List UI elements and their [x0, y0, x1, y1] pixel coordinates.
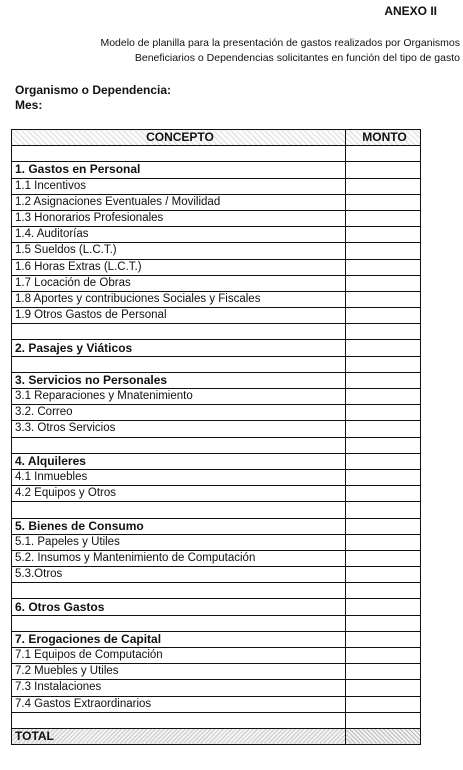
section-row-label: 3. Servicios no Personales	[12, 372, 346, 388]
item-row-amount[interactable]	[346, 389, 421, 405]
item-row	[12, 178, 421, 194]
header-spacer	[12, 146, 421, 162]
annex-label: ANEXO II	[384, 4, 437, 18]
table-header	[12, 130, 421, 146]
item-row-label: 7.2 Muebles y Utiles	[12, 664, 346, 680]
blank-row	[12, 615, 421, 631]
expense-table	[11, 129, 421, 745]
item-row-label: 7.3 Instalaciones	[12, 680, 346, 696]
blank-row-label	[12, 437, 346, 453]
section-row-label: 5. Bienes de Consumo	[12, 518, 346, 534]
intro-line-2: Beneficiarios o Dependencias solicitantes en función del tipo de gasto	[134, 52, 460, 64]
item-row	[12, 194, 421, 210]
item-row	[12, 680, 421, 696]
item-row-amount[interactable]	[346, 486, 421, 502]
expense-table-body	[12, 130, 421, 745]
blank-row-amount[interactable]	[346, 324, 421, 340]
item-row	[12, 486, 421, 502]
item-row-label: 7.1 Equipos de Computación	[12, 648, 346, 664]
item-row-amount[interactable]	[346, 405, 421, 421]
item-row	[12, 534, 421, 550]
blank-row-label	[12, 615, 346, 631]
section-row	[12, 162, 421, 178]
intro-line-1: Modelo de planilla para la presentación de gastos realizados por Organismos	[100, 37, 460, 49]
item-row-amount[interactable]	[346, 469, 421, 485]
blank-row-amount[interactable]	[346, 583, 421, 599]
item-row-amount[interactable]	[346, 291, 421, 307]
item-row-amount[interactable]	[346, 664, 421, 680]
spacer-cell	[12, 146, 346, 162]
item-row	[12, 259, 421, 275]
section-row	[12, 518, 421, 534]
section-row	[12, 453, 421, 469]
section-row-amount[interactable]	[346, 372, 421, 388]
section-row-label: 4. Alquileres	[12, 453, 346, 469]
organism-label: Organismo o Dependencia:	[15, 83, 172, 97]
item-row-amount[interactable]	[346, 696, 421, 712]
item-row-label: 3.3. Otros Servicios	[12, 421, 346, 437]
blank-row	[12, 437, 421, 453]
item-row-amount[interactable]	[346, 534, 421, 550]
item-row-amount[interactable]	[346, 567, 421, 583]
blank-row	[12, 356, 421, 372]
item-row-label: 3.2. Correo	[12, 405, 346, 421]
item-row	[12, 291, 421, 307]
month-label: Mes:	[15, 98, 43, 112]
item-row	[12, 210, 421, 226]
item-row-label: 1.7 Locación de Obras	[12, 275, 346, 291]
item-row	[12, 405, 421, 421]
section-row-amount[interactable]	[346, 631, 421, 647]
item-row-amount[interactable]	[346, 550, 421, 566]
section-row	[12, 631, 421, 647]
blank-row	[12, 502, 421, 518]
total-row-amount[interactable]	[346, 728, 421, 744]
item-row-amount[interactable]	[346, 243, 421, 259]
item-row-label: 1.8 Aportes y contribuciones Sociales y Fiscales	[12, 291, 346, 307]
section-row-amount[interactable]	[346, 599, 421, 615]
section-row-label: 1. Gastos en Personal	[12, 162, 346, 178]
item-row-amount[interactable]	[346, 275, 421, 291]
item-row-amount[interactable]	[346, 178, 421, 194]
item-row-label: 5.1. Papeles y Utiles	[12, 534, 346, 550]
section-row-label: 7. Erogaciones de Capital	[12, 631, 346, 647]
blank-row-label	[12, 712, 346, 728]
item-row	[12, 421, 421, 437]
item-row-label: 4.1 Inmuebles	[12, 469, 346, 485]
item-row-label: 5.3.Otros	[12, 567, 346, 583]
section-row-amount[interactable]	[346, 162, 421, 178]
section-row-amount[interactable]	[346, 518, 421, 534]
section-row-label: 6. Otros Gastos	[12, 599, 346, 615]
item-row-label: 3.1 Reparaciones y Mnatenimiento	[12, 389, 346, 405]
blank-row-amount[interactable]	[346, 356, 421, 372]
item-row-amount[interactable]	[346, 194, 421, 210]
section-row	[12, 599, 421, 615]
blank-row	[12, 583, 421, 599]
spacer-cell	[346, 146, 421, 162]
blank-row-label	[12, 583, 346, 599]
item-row-amount[interactable]	[346, 259, 421, 275]
concept-header: CONCEPTO	[12, 130, 346, 146]
section-row	[12, 340, 421, 356]
item-row-label: 1.4. Auditorías	[12, 227, 346, 243]
section-row-label: 2. Pasajes y Viáticos	[12, 340, 346, 356]
item-row-label: 5.2. Insumos y Mantenimiento de Computación	[12, 550, 346, 566]
item-row	[12, 469, 421, 485]
item-row-amount[interactable]	[346, 308, 421, 324]
blank-row-amount[interactable]	[346, 615, 421, 631]
item-row	[12, 696, 421, 712]
blank-row	[12, 712, 421, 728]
item-row-amount[interactable]	[346, 680, 421, 696]
item-row-label: 1.5 Sueldos (L.C.T.)	[12, 243, 346, 259]
blank-row-label	[12, 502, 346, 518]
item-row	[12, 227, 421, 243]
section-row	[12, 372, 421, 388]
total-row-label: TOTAL	[12, 728, 346, 744]
total-row	[12, 728, 421, 744]
blank-row-label	[12, 356, 346, 372]
item-row	[12, 389, 421, 405]
item-row-amount[interactable]	[346, 227, 421, 243]
item-row-label: 1.2 Asignaciones Eventuales / Movilidad	[12, 194, 346, 210]
item-row-amount[interactable]	[346, 421, 421, 437]
item-row-label: 1.3 Honorarios Profesionales	[12, 210, 346, 226]
blank-row	[12, 324, 421, 340]
item-row-label: 1.6 Horas Extras (L.C.T.)	[12, 259, 346, 275]
item-row-label: 1.9 Otros Gastos de Personal	[12, 308, 346, 324]
section-row-amount[interactable]	[346, 453, 421, 469]
item-row	[12, 275, 421, 291]
section-row-amount[interactable]	[346, 340, 421, 356]
item-row	[12, 243, 421, 259]
item-row-label: 4.2 Equipos y Otros	[12, 486, 346, 502]
item-row	[12, 648, 421, 664]
item-row	[12, 567, 421, 583]
item-row	[12, 664, 421, 680]
item-row-amount[interactable]	[346, 648, 421, 664]
item-row-label: 1.1 Incentivos	[12, 178, 346, 194]
item-row-label: 7.4 Gastos Extraordinarios	[12, 696, 346, 712]
item-row	[12, 550, 421, 566]
item-row-amount[interactable]	[346, 210, 421, 226]
amount-header: MONTO	[346, 130, 421, 146]
intro-text	[30, 36, 460, 66]
blank-row-label	[12, 324, 346, 340]
blank-row-amount[interactable]	[346, 712, 421, 728]
blank-row-amount[interactable]	[346, 437, 421, 453]
blank-row-amount[interactable]	[346, 502, 421, 518]
item-row	[12, 308, 421, 324]
